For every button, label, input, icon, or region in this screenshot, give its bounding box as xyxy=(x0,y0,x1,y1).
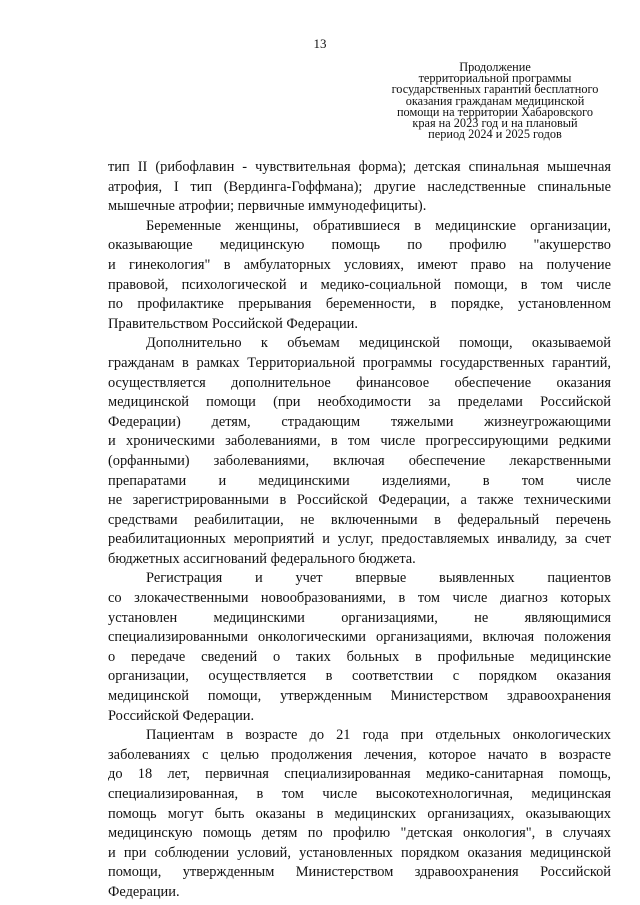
text-line: реабилитационных мероприятий и услуг, предоставляемых инвалиду, за счет xyxy=(108,531,611,548)
text-line: заболеваниях с целью продолжения лечения, которое начато в возрасте xyxy=(108,746,611,763)
text-line: средствами реабилитации, не включенными в федеральный перечень xyxy=(108,511,611,528)
appendix-line: период 2024 и 2025 годов xyxy=(428,127,562,142)
appendix-line: Продолжение xyxy=(459,60,531,74)
text-line: медицинской помощи (при необходимости за пределами Российской xyxy=(108,394,611,411)
paragraph-continuation xyxy=(108,158,611,217)
appendix-line: оказания гражданам медицинской xyxy=(405,93,585,108)
text-line: Правительством Российской Федерации. xyxy=(108,315,358,332)
text-line: бюджетных ассигнований федерального бюджета. xyxy=(108,550,416,567)
text-line: и хроническими заболеваниями, в том числе прогрессирующими редкими xyxy=(108,433,611,450)
text-line: специализированными онкологическими организациями, включая положения xyxy=(108,629,611,646)
text-line: Российской Федерации. xyxy=(108,707,255,724)
text-line: установлен медицинскими организациями, не являющимися xyxy=(108,609,611,626)
appendix-line: территориальной программы xyxy=(418,71,572,86)
appendix-line: края на 2023 год и на плановый xyxy=(412,116,578,131)
text-line: (орфанными) заболеваниями, включая обеспечение лекарственными xyxy=(108,452,611,469)
appendix-header xyxy=(380,62,610,140)
text-line: осуществляется дополнительное финансовое обеспечение оказания xyxy=(108,374,611,391)
text-line: организации, осуществляется в соответствии с порядком оказания xyxy=(108,668,611,685)
text-line: помощи, утвержденным Министерством здравоохранения Российской xyxy=(108,864,611,881)
text-line: и гинекология" в амбулаторных условиях, имеют право на получение xyxy=(108,256,611,273)
text-line: о передаче сведений о таких больных в профильные медицинские xyxy=(108,648,611,665)
paragraph-patients-under-21 xyxy=(108,726,611,902)
paragraph-pregnant-women xyxy=(108,217,611,335)
text-line: Пациентам в возрасте до 21 года при отдельных онкологических xyxy=(146,727,611,744)
appendix-line: государственных гарантий бесплатного xyxy=(391,82,599,97)
paragraph-registration xyxy=(108,569,611,726)
text-line: медицинской помощи, утвержденным Министерством здравоохранения xyxy=(108,688,611,705)
document-body xyxy=(108,158,611,903)
text-line: и при соблюдении условий, установленных порядком оказания медицинской xyxy=(108,844,611,861)
text-line: Дополнительно к объемам медицинской помощи, оказываемой xyxy=(146,335,611,352)
text-line: тип II (рибофлавин - чувствительная форма); детская спинальная мышечная xyxy=(108,159,611,175)
text-line: специализированная, в том числе высокотехнологичная, медицинская xyxy=(108,786,611,802)
text-line: до 18 лет, первичная специализированная медико-санитарная помощь, xyxy=(108,766,611,783)
text-line: Федерации) детям, страдающим тяжелыми жизнеугрожающими xyxy=(108,413,611,430)
text-line: препаратами и медицинскими изделиями, в том числе xyxy=(108,472,611,489)
appendix-line: помощи на территории Хабаровского xyxy=(396,104,594,119)
text-line: мышечные атрофии; первичные иммунодефициты). xyxy=(108,198,427,215)
text-line: по профилактике прерывания беременности, в порядке, установленном xyxy=(108,296,611,313)
text-line: медицинскую помощь детям по профилю "детская онкология", в случаях xyxy=(108,825,611,842)
text-line: гражданам в рамках Территориальной программы государственных гарантий, xyxy=(108,354,611,371)
page-number: 13 xyxy=(313,36,327,51)
text-line: атрофия, I тип (Вердинга-Гоффмана); другие наследственные спинальные xyxy=(108,178,611,195)
text-line: Регистрация и учет впервые выявленных пациентов xyxy=(146,570,611,587)
text-line: помощь могут быть оказаны в медицинских организациях, оказывающих xyxy=(108,805,611,822)
text-line: Беременные женщины, обратившиеся в медицинские организации, xyxy=(146,217,611,234)
text-line: правовой, психологической и медико-социальной помощи, в том числе xyxy=(108,276,611,293)
text-line: оказывающие медицинскую помощь по профилю "акушерство xyxy=(108,237,611,254)
text-line: со злокачественными новообразованиями, в том числе диагноз которых xyxy=(108,590,611,607)
paragraph-additional-funding xyxy=(108,334,611,569)
text-line: не зарегистрированными в Российской Федерации, а также техническими xyxy=(108,492,611,509)
text-line: Федерации. xyxy=(108,883,180,900)
